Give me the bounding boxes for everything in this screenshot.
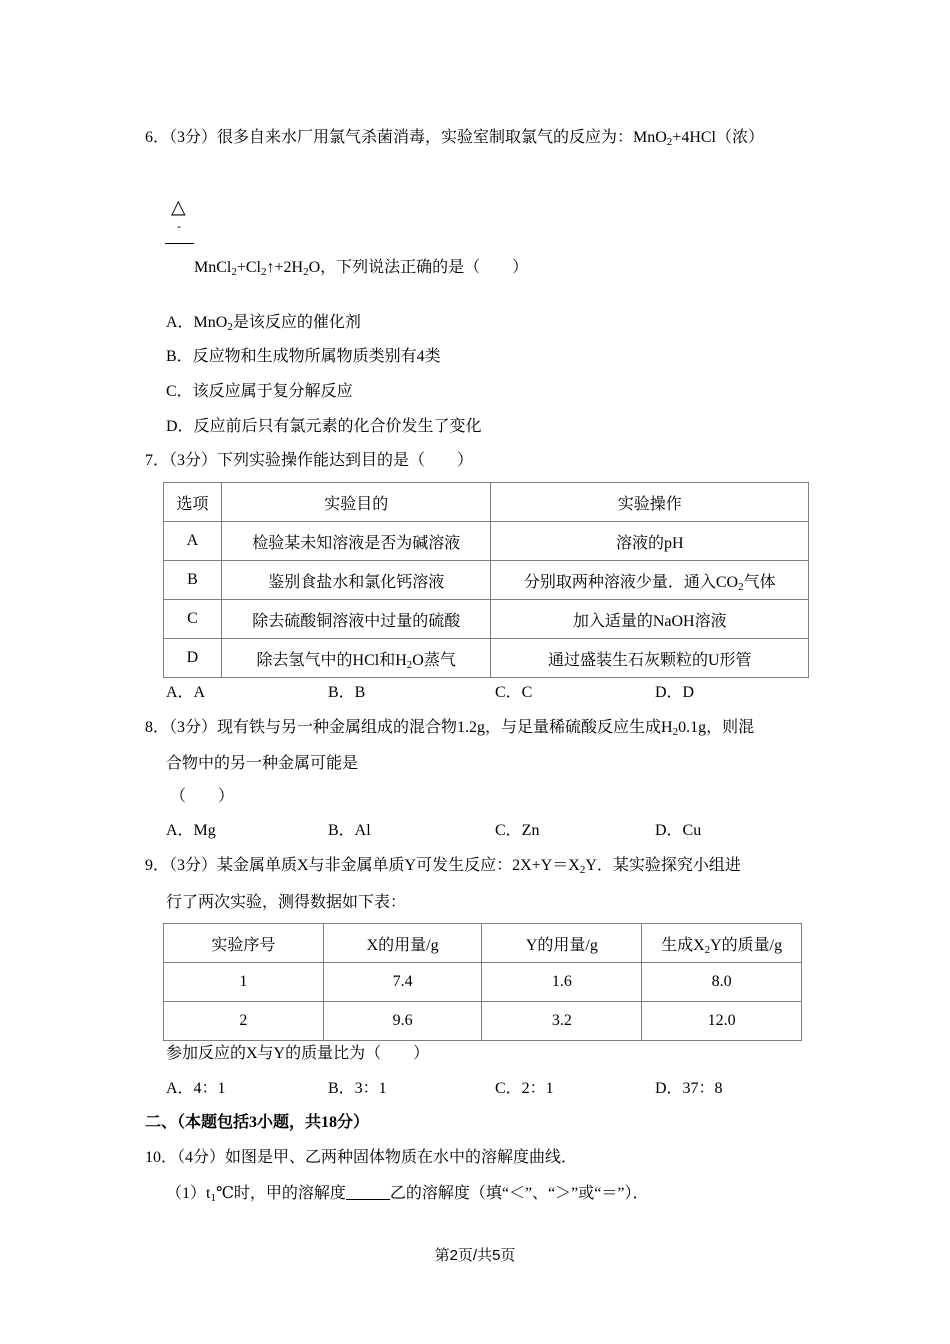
table-cell: 7.4 <box>323 963 482 1002</box>
table-cell: 检验某未知溶液是否为碱溶液 <box>221 522 491 561</box>
table-row <box>164 483 809 522</box>
q9-choice-b: B．3：1 <box>328 1080 387 1097</box>
table-cell: 通过盛装生石灰颗粒的U形管 <box>491 639 809 678</box>
table-header-cell: X的用量/g <box>323 924 482 963</box>
table-cell: 鉴别食盐水和氯化钙溶液 <box>221 561 491 600</box>
table-cell: A <box>164 522 222 561</box>
q10-stem: 10．（4分）如图是甲、乙两种固体物质在水中的溶解度曲线． <box>145 1149 578 1166</box>
table-row <box>164 561 809 600</box>
table-row <box>164 963 802 1002</box>
q9-stem: 9．（3分）某金属单质X与非金属单质Y可发生反应：$2X+Y=X_2Y$．某实验探究小组进 <box>145 857 741 876</box>
q6-option-d: D．反应前后只有氯元素的化合价发生了变化 <box>166 418 482 435</box>
table-cell: 1 <box>164 963 324 1002</box>
table-cell: 2 <box>164 1002 324 1041</box>
table-header-cell: 实验序号 <box>164 924 324 963</box>
q7-choice-b: B．B <box>328 684 366 701</box>
q6-option-b: B．反应物和生成物所属物质类别有4类 <box>166 348 441 365</box>
q7-choice-d: D．D <box>655 684 695 701</box>
table-cell: B <box>164 561 222 600</box>
q7-choice-a: A．A <box>166 684 206 701</box>
table-header-cell: 实验目的 <box>221 483 491 522</box>
q8-answer-paren: （ ） <box>170 788 235 805</box>
table-row <box>164 639 809 678</box>
q6-option-c: C．该反应属于复分解反应 <box>166 383 353 400</box>
table-header-cell: 实验操作 <box>491 483 809 522</box>
table-cell: 溶液的pH <box>491 522 809 561</box>
q9-question: 参加反应的X与Y的质量比为（ ） <box>166 1045 430 1062</box>
q9-choice-a: A．4：1 <box>166 1080 226 1097</box>
table-cell: 12.0 <box>642 1002 802 1041</box>
q6-stem: 6．（3分）很多自来水厂用氯气杀菌消毒，实验室制取氯气的反应为：MnO$_2$+4HCl（浓） <box>145 129 764 148</box>
q9-stem-line2: 行了两次实验，测得数据如下表： <box>166 894 407 911</box>
table-cell: 8.0 <box>642 963 802 1002</box>
table-cell: 1.6 <box>482 963 642 1002</box>
q8-stem: 8．（3分）现有铁与另一种金属组成的混合物1.2g，与足量稀硫酸反应生成$H_20.1g$，则混 <box>145 719 755 738</box>
page-footer: 第2页/共5页 <box>434 1247 516 1264</box>
q7-choice-c: C．C <box>495 684 533 701</box>
table-cell: D <box>164 639 222 678</box>
equation-line <box>165 243 194 244</box>
table-cell: 除去氢气中的HCl和$H_2O$蒸气 <box>221 639 491 678</box>
q8-choice-c: C．Zn <box>495 822 540 839</box>
q9-choice-d: D．37：8 <box>655 1080 723 1097</box>
table-cell: 分别取两种溶液少量．通入$CO_2$气体 <box>491 561 809 600</box>
q9-choice-c: C．2：1 <box>495 1080 554 1097</box>
q6-equation-products: $MnCl_2+Cl_2↑+2H_2O$，下列说法正确的是（ ） <box>194 259 529 278</box>
table-row <box>164 1002 802 1041</box>
table-header-cell: 选项 <box>164 483 222 522</box>
table-header-cell: 生成$X_2Y$的质量/g <box>642 924 802 963</box>
q8-choice-d: D．Cu <box>655 822 702 839</box>
section-heading: 二、（本题包括3小题，共18分） <box>145 1114 370 1131</box>
table-cell: 9.6 <box>323 1002 482 1041</box>
table-cell: 加入适量的NaOH溶液 <box>491 600 809 639</box>
table-cell: C <box>164 600 222 639</box>
table-header-cell: Y的用量/g <box>482 924 642 963</box>
table-row <box>164 600 809 639</box>
q10-sub1: $(1)t_1℃$时，甲的溶解度 乙的溶解度（填“＜”、“＞”或“＝”）． <box>166 1185 649 1204</box>
table-cell: 3.2 <box>482 1002 642 1041</box>
q7-table <box>163 482 809 678</box>
table-row <box>164 924 802 963</box>
table-cell: 除去硫酸铜溶液中过量的硫酸 <box>221 600 491 639</box>
q6-option-a: A．MnO$_2$是该反应的催化剂 <box>166 314 361 333</box>
table-row <box>164 522 809 561</box>
answer-blank[interactable] <box>346 1183 390 1200</box>
q8-choice-b: B．Al <box>328 822 371 839</box>
q8-choice-a: A．Mg <box>166 822 216 839</box>
q8-stem-line2: 合物中的另一种金属可能是 <box>166 755 359 772</box>
q9-table <box>163 923 802 1041</box>
heating-symbol-icon: △ <box>171 197 186 218</box>
condition-mark: - <box>177 219 181 233</box>
q7-stem: 7．（3分）下列实验操作能达到目的是（ ） <box>145 452 474 469</box>
